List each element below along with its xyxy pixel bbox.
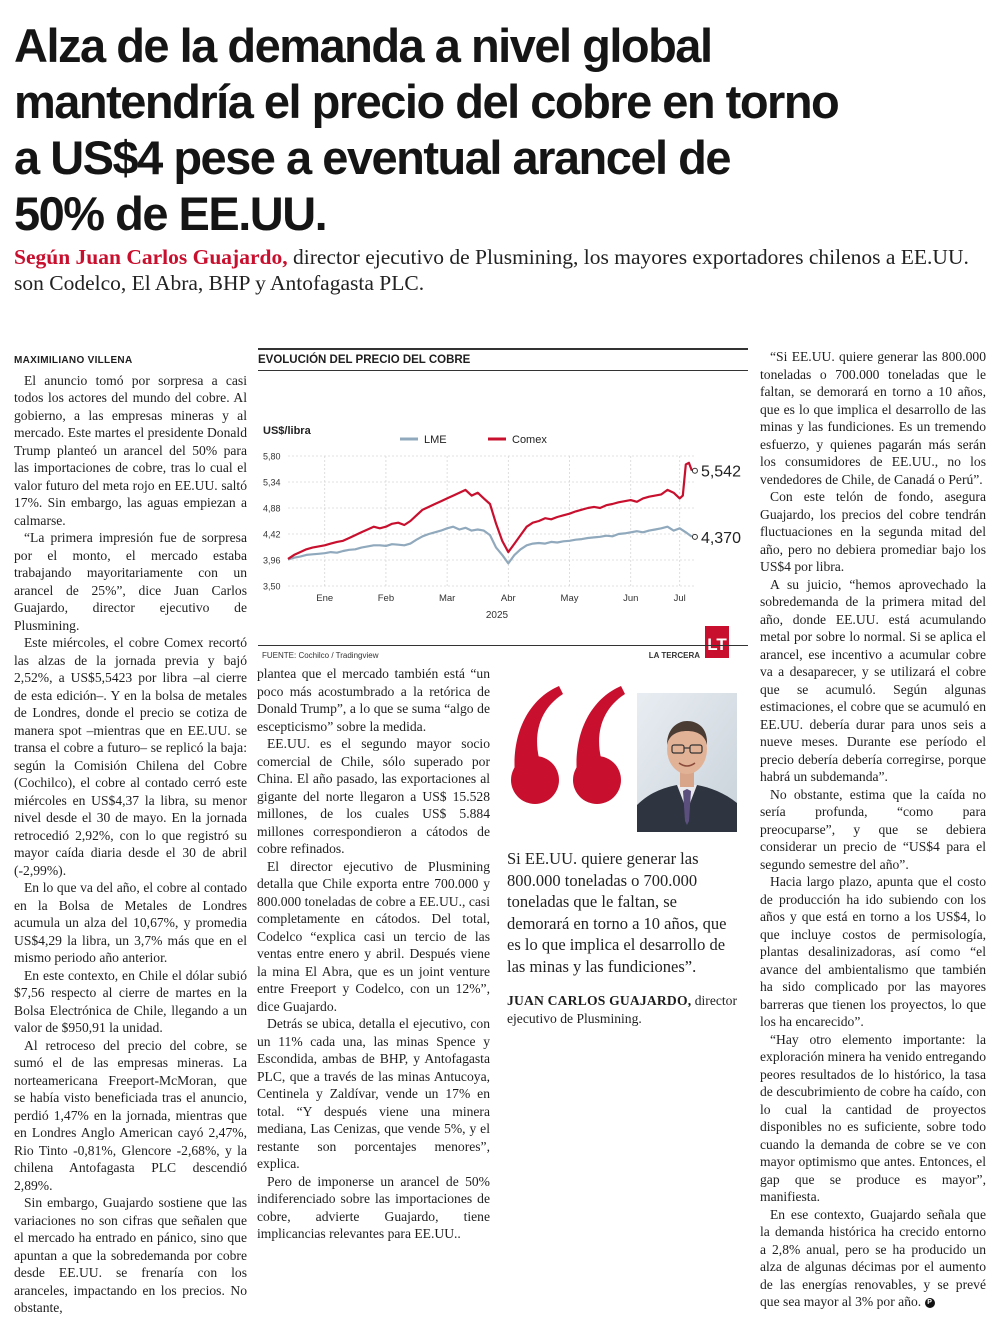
- article-column-4: [760, 348, 986, 1311]
- paragraph-text: En ese contexto, Guajardo señala que la demanda histórica ha crecido entorno a 2,8% anual, pero se ha producido un alza de algunas décimas por el aumento de las energías renovables, y se prevé que sea mayor al 3% por año.: [760, 1206, 986, 1309]
- legend-label-comex: Comex: [512, 434, 547, 446]
- paragraph: “Si EE.UU. quiere generar las 800.000 toneladas o 700.000 toneladas que le faltan, se demorará en torno a 10 años, que es lo que implica el desarrollo de las minas y las fundiciones. Es un tremendo esfuerzo, y quienes pagarán más serán los consumidores de EE.UU., no los vendedores de Chile, de Canadá o Perú”.: [760, 349, 986, 487]
- paragraph: Al retroceso del precio del cobre, se sumó el de las empresas mineras. La norteamericana Freeport-McMoran, que se había visto beneficiada tras el anuncio, perdió 1,47% en la jornada, mientras que en Londres Anglo American cayó 2,47%, Rio Tinto -0,81%, Glencore -2,68%, y la chilena Antofagasta PLC descendió 2,89%.: [14, 1037, 247, 1193]
- paragraph: Hacia largo plazo, apunta que el costo de producción ha ido subiendo con los años y que está en torno a los US$4, lo que incluye costos de permisología, plantas desalinizadoras, así como “el avance del ambientalismo que también ha sido complicado por las mayores barreras que tienen los proyectos, lo que los ha encarecido”.: [760, 874, 986, 1029]
- x-tick-label: Feb: [377, 593, 395, 604]
- y-axis-label: US$/libra: [263, 425, 311, 437]
- paragraph: plantea que el mercado también está “un poco más acostumbrado a la retórica de Donald Trump”, a lo que se suma “algo de escepticismo” sobre la medida.: [257, 666, 490, 734]
- lead-highlight: Según Juan Carlos Guajardo,: [14, 245, 288, 269]
- paragraph: Pero de imponerse un arancel de 50% indiferenciado sobre las importaciones de cobre, advierte Guajardo, tiene implicancias relevantes para EE.UU..: [257, 1173, 490, 1241]
- end-point-marker: [692, 468, 697, 473]
- lead-paragraph: [14, 244, 989, 296]
- paragraph: “Hay otro elemento importante: la exploración minera ha venido entregando peores resultados de lo histórico, la tasa de descubrimiento de cobre ha caído, con lo cual la cantidad de proyectos disponibles no es suficiente, sobre todo cuando la demanda de cobre se ve con mayor optimismo que antes. Entonces, el gap que se produce es mayor”, manifiesta.: [760, 1031, 986, 1204]
- chart-publisher: LA TERCERA: [648, 651, 700, 660]
- paragraph: En lo que va del año, el cobre al contado en la Bolsa de Metales de Londres acumula un alza del 10,67%, y promedia US$4,29 la libra, un 3,7% más que en el mismo periodo año anterior.: [14, 880, 247, 965]
- headline: [14, 18, 974, 242]
- chart-source: FUENTE: Cochilco / Tradingview: [262, 651, 379, 660]
- end-value-label-lme: 4,370: [700, 529, 741, 547]
- lead-rest: director ejecutivo de Plusmining, los mayores exportadores chilenos a EE.UU. son Codelco, El Abra, BHP y Antofagasta PLC.: [14, 245, 969, 295]
- headline-line: a US$4 pese a eventual arancel de: [14, 131, 730, 184]
- paragraph: “La primera impresión fue de sorpresa por el monto, el mercado estaba trabajando mayoritariamente con un arancel de 25%”, dice Juan Carlos Guajardo, director ejecutivo de Plusmining.: [14, 530, 247, 633]
- end-point-marker: [692, 534, 697, 539]
- quote-author: JUAN CARLOS GUAJARDO,: [507, 993, 692, 1008]
- headline-line: Alza de la demanda a nivel global: [14, 19, 712, 72]
- chart-footer-rule: [258, 645, 748, 646]
- article-column-2: [257, 665, 490, 1243]
- x-axis-year: 2025: [485, 610, 509, 621]
- end-of-article-icon: P: [925, 1298, 935, 1308]
- publisher-logo-text: LT: [707, 635, 727, 654]
- byline: MAXIMILIANO VILLENA: [14, 355, 133, 366]
- y-tick-label: 3,96: [263, 555, 281, 566]
- chart-title: EVOLUCIÓN DEL PRECIO DEL COBRE: [258, 354, 748, 371]
- y-tick-label: 3,50: [263, 581, 281, 592]
- headline-line: 50% de EE.UU.: [14, 187, 327, 240]
- series-line-lme: [288, 527, 692, 564]
- x-tick-label: Jul: [673, 593, 686, 604]
- paragraph: El director ejecutivo de Plusmining detalla que Chile exporta entre 700.000 y 800.000 toneladas de cobre a EE.UU., casi completamente en cátodos. Del total, Codelco “explica casi un tercio de las ventas entre enero y abril. Después viene la mina El Abra, que es un joint venture entre Freeport y Codelco, con un 12%”, dice Guajardo.: [257, 858, 490, 1014]
- headline-line: mantendría el precio del cobre en torno: [14, 75, 839, 128]
- paragraph: El anuncio tomó por sorpresa a casi todos los actores del mundo del cobre. Al gobierno, a las empresas mineras y al mercado. Este martes el presidente Donald Trump planteó un arancel del 50% para las importaciones de cobre, tras lo cual el valor futuro del meta rojo en EE.UU. saltó 17%. Sin embargo, las aguas empiezan a calmarse.: [14, 372, 247, 528]
- paragraph: En este contexto, en Chile el dólar subió $7,56 respecto al cierre de martes en la Bolsa Electrónica de Chile, llegando a un valor de $950,91 la unidad.: [14, 967, 247, 1035]
- paragraph: A su juicio, “hemos aprovechado la sobredemanda de la primera mitad del año, donde EE.UU. está acumulando metal por sobre lo normal. Si se aplica el arancel, ese incentivo a acumular cobre va a desaparecer, y se utilizará el cobre que se acumuló. Según algunas estimaciones, el cobre que se acumuló en EE.UU. debería durar para unos seis a nueve meses. Durante ese período el precio debería debería corregirse, porque habrá un subdemanda”.: [760, 576, 986, 784]
- series-line-comex: [288, 463, 692, 559]
- pull-quote: Si EE.UU. quiere generar las 800.000 toneladas o 700.000 toneladas que le faltan, se demorará en torno a 10 años, que es lo que implica el desarrollo de las minas y las fundiciones”.: [507, 849, 727, 976]
- y-tick-label: 4,88: [263, 503, 281, 514]
- paragraph: Detrás se ubica, detalla el ejecutivo, con un 11% cada una, las minas Spence y Escondida, ambas de BHP, y Antofagasta PLC, que a través de las minas Antucoya, Centinela y Zaldívar, vende un 17% en total. “Y después viene una minera mediana, Las Cenizas, que vende 5%, y el restante son porcentajes menores”, explica.: [257, 1016, 490, 1171]
- y-tick-label: 5,34: [263, 477, 281, 488]
- copper-price-chart: [258, 348, 748, 663]
- quote-marks-icon: [505, 680, 630, 810]
- end-value-label-comex: 5,542: [700, 463, 741, 481]
- portrait-photo: [637, 693, 737, 832]
- paragraph: EE.UU. es el segundo mayor socio comercial de Chile, sólo superado por China. El año pasado, las exportaciones al gigante del norte llegaron a US$ 15.528 millones, de los cuales US$ 5.884 millones correspondieron a cátodos de cobre refinados.: [257, 736, 490, 856]
- legend-label-lme: LME: [424, 434, 447, 446]
- y-tick-label: 4,42: [263, 529, 281, 540]
- x-tick-label: Ene: [316, 593, 334, 604]
- article-column-1: [14, 352, 247, 1317]
- quote-attribution: [507, 992, 739, 1027]
- x-tick-label: Jun: [623, 593, 639, 604]
- paragraph: Sin embargo, Guajardo sostiene que las variaciones no son cifras que señalen que el mercado ha entrado en pánico, sino que apuntan a que la sobredemanda por cobre desde EE.UU. se frenaría con los aranceles, impactando en los precios. No obstante,: [14, 1195, 247, 1315]
- paragraph: Con este telón de fondo, asegura Guajardo, los precios del cobre tendrán fluctuaciones en la segunda mitad del año, pero no debiera promediar bajo los US$4 por libra.: [760, 489, 986, 574]
- x-tick-label: Mar: [438, 593, 456, 604]
- quote-author-role: director ejecutivo de Plusmining.: [507, 993, 737, 1026]
- chart-canvas: [258, 348, 748, 663]
- x-tick-label: May: [560, 593, 579, 604]
- paragraph: No obstante, estima que la caída no sería profunda, “como para preocuparse”, y que se debiera considerar un precio de “US$4 para el segundo semestre del año”.: [760, 786, 986, 872]
- y-tick-label: 5,80: [263, 451, 281, 462]
- paragraph: [760, 1206, 986, 1311]
- paragraph: Este miércoles, el cobre Comex recortó las alzas de la jornada previa y bajó 2,52%, a US$5,5423 por libra –al cierre de esta edición–. Y en la bolsa de metales de Londres, donde el precio se cotiza de manera spot –mientras que en EE.UU. se transa el cobre a futuro– se replicó la baja: según la Comisión Chilena del Cobre (Cochilco), el cobre al contado cerró este miércoles en US$4,37 la libra, su menor nivel desde el 30 de mayo. En la jornada retrocedió 2,92%, con lo que registró su mayor caída diaria desde el 30 de abril (-2,99%).: [14, 635, 247, 878]
- x-tick-label: Abr: [500, 593, 516, 604]
